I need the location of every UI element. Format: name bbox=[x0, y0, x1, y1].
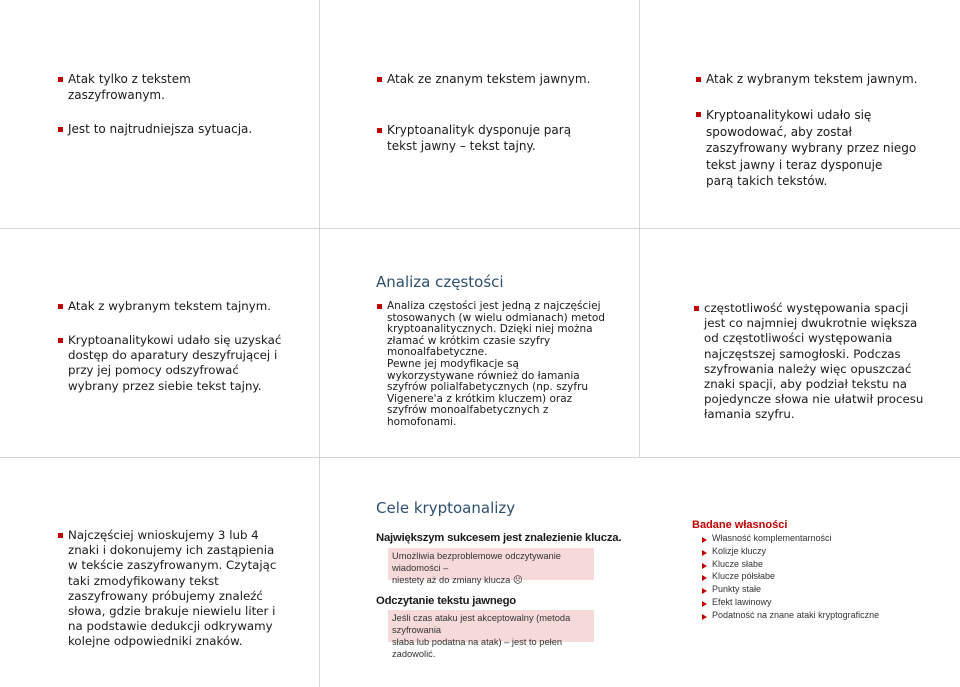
slide-4-bullet-2: Kryptoanalitykowi udało się uzyskać dostęp do aparatury deszyfrującej i przy jej pomocy odszyfrować wybrany przez siebie tekst tajny. bbox=[68, 333, 281, 394]
list-item: Klucze słabe bbox=[702, 559, 879, 572]
slide-3-bullet-2: Kryptoanalitykowi udało się spowodować, aby został zaszyfrowany wybrany przez niego tekst jawny i teraz dysponuje parą takich tekstów. bbox=[706, 107, 916, 190]
slide-8 bbox=[320, 458, 960, 687]
bullet-square-icon bbox=[58, 304, 63, 309]
slide-3 bbox=[640, 0, 960, 229]
slide-2-bullet-1: Atak ze znanym tekstem jawnym. bbox=[387, 72, 590, 88]
slide-8-title: Cele kryptoanalizy bbox=[376, 499, 516, 517]
slide-4 bbox=[0, 229, 320, 458]
list-item: Własność komplementarności bbox=[702, 533, 879, 546]
slide-2-bullet-2: Kryptoanalityk dysponuje parą tekst jawny – tekst tajny. bbox=[387, 123, 571, 154]
slide-7 bbox=[0, 458, 320, 687]
list-item: Punkty stałe bbox=[702, 584, 879, 597]
bullet-square-icon bbox=[694, 306, 699, 311]
slide-8-list-title: Badane własności bbox=[692, 519, 788, 531]
bullet-square-icon bbox=[377, 77, 382, 82]
bullet-square-icon bbox=[696, 112, 701, 117]
slide-5-bullet-1: Analiza częstości jest jedną z najczęściej stosowanych (w wielu odmianach) metod kryptoanalitycznych. Dzięki niej można złamać w krótkim czasie szyfry monoalfabetyczne. Pewne jej modyfikacje są wykorzystywane również do łamania szyfrów polialfabetycznych (np. szyfru Vigenere'a z krótkim kluczem) oraz szyfrów monoalfabetycznych z homofonami. bbox=[387, 301, 605, 429]
slide-4-bullet-1: Atak z wybranym tekstem tajnym. bbox=[68, 299, 271, 314]
slide-3-bullet-1: Atak z wybranym tekstem jawnym. bbox=[706, 72, 918, 88]
bullet-square-icon bbox=[58, 338, 63, 343]
slide-5-title: Analiza częstości bbox=[376, 273, 504, 291]
list-item: Podatność na znane ataki kryptograficzne bbox=[702, 610, 879, 623]
slide-5 bbox=[320, 229, 640, 458]
list-item: Efekt lawinowy bbox=[702, 597, 879, 610]
list-item: Klucze półsłabe bbox=[702, 571, 879, 584]
bullet-square-icon bbox=[377, 304, 382, 309]
slide-6-bullet-1: częstotliwość występowania spacji jest co najmniej dwukrotnie większa od częstotliwości występowania najczęstszej samogłoski. Podczas szyfrowania należy więc opuszczać znaki spacji, aby podział tekstu na pojedyncze słowa nie ułatwił procesu łamania szyfru. bbox=[704, 301, 923, 423]
slide-2 bbox=[320, 0, 640, 229]
bullet-square-icon bbox=[58, 77, 63, 82]
bullet-square-icon bbox=[58, 127, 63, 132]
slide-8-heading-plaintext: Odczytanie tekstu jawnego bbox=[376, 595, 517, 607]
bullet-square-icon bbox=[696, 77, 701, 82]
slide-1-bullet-1: Atak tylko z tekstem zaszyfrowanym. bbox=[68, 72, 191, 103]
bullet-square-icon bbox=[58, 533, 63, 538]
bullet-square-icon bbox=[377, 128, 382, 133]
slide-8-props-list bbox=[702, 533, 879, 623]
slide-8-heading-key: Największym sukcesem jest znalezienie klucza. bbox=[376, 532, 622, 544]
slide-8-box-plaintext: Jeśli czas ataku jest akceptowalny (metoda szyfrowania słaba lub podatna na atak) – jest to pełen zadowolić. bbox=[388, 610, 594, 642]
slide-1 bbox=[0, 0, 320, 229]
list-item: Kolizje kluczy bbox=[702, 546, 879, 559]
slide-8-box-key: Umożliwia bezproblemowe odczytywanie wiadomości – niestety aż do zmiany klucza ☹ bbox=[388, 548, 594, 580]
slide-7-bullet-1: Najczęściej wnioskujemy 3 lub 4 znaki i dokonujemy ich zastąpienia w tekście zaszyfrowanym. Czytając taki zmodyfikowany tekst zaszyfrowany próbujemy znaleźć słowa, gdzie brakuje niewielu liter i na podstawie dedukcji odkrywamy kolejne odpowiedniki znaków. bbox=[68, 528, 276, 650]
slide-6 bbox=[640, 229, 960, 458]
slide-1-bullet-2: Jest to najtrudniejsza sytuacja. bbox=[68, 122, 252, 138]
